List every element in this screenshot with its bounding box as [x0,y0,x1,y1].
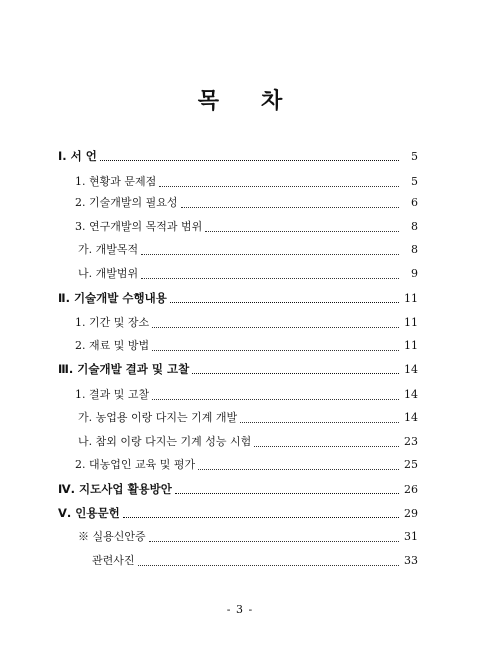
toc-entry-page-number: 31 [404,530,418,543]
toc-entry-label: Ⅰ. 서 언 [58,149,97,163]
toc-entry [58,503,418,523]
toc-entry [75,193,418,213]
toc-entry-label: 관련사진 [92,554,135,567]
dot-leader [138,564,399,566]
toc-entry [75,385,418,405]
toc-entry [78,527,418,547]
dot-leader [100,159,399,161]
toc-entry-page-number: 14 [404,411,418,424]
toc-entry-label: Ⅳ. 지도사업 활용방안 [58,482,172,496]
dot-leader [175,492,399,494]
toc-entry [78,264,418,284]
toc-entry-page-number: 11 [404,292,418,305]
toc-entry [58,359,418,379]
dot-leader [149,540,399,542]
toc-entry [75,313,418,333]
toc-entry-page-number: 11 [404,316,418,329]
toc-entry-page-number: 9 [411,267,418,280]
toc-entry-label: 가. 농업용 이랑 다지는 기계 개발 [78,411,238,424]
toc-entry-page-number: 5 [411,150,418,163]
page-number-footer: - 3 - [226,603,254,616]
toc-entry-page-number: 25 [404,458,418,471]
dot-leader [141,253,399,255]
toc-entry-page-number: 23 [404,435,418,448]
toc-entry [58,479,418,499]
toc-entry-label: 1. 결과 및 고찰 [75,388,150,401]
toc-entry-label: 나. 참외 이랑 다지는 기계 성능 시험 [78,435,252,448]
toc-entry-page-number: 14 [404,363,418,376]
toc-entry-page-number: 6 [411,196,418,209]
toc-entry-page-number: 29 [404,507,418,520]
toc-entry-label: 3. 연구개발의 목적과 범위 [75,220,203,233]
toc-entry-label: 나. 개발범위 [78,267,139,280]
title-part-2: 차 [261,89,283,114]
dot-leader [205,230,399,232]
dot-leader [254,445,399,447]
toc-entry-label: Ⅱ. 기술개발 수행내용 [58,291,167,305]
toc-entry [78,240,418,260]
dot-leader [141,277,399,279]
toc-entry-label: Ⅴ. 인용문헌 [58,506,120,520]
dot-leader [123,516,399,518]
toc-entry-page-number: 5 [411,175,418,188]
toc-entry-label: 1. 기간 및 장소 [75,316,150,329]
toc-entry-page-number: 8 [411,220,418,233]
dot-leader [152,398,399,400]
dot-leader [152,326,399,328]
toc-entry [75,455,418,475]
toc-entry [58,146,418,166]
toc-entry-page-number: 14 [404,388,418,401]
dot-leader [240,421,399,423]
dot-leader [170,301,399,303]
toc-entry-page-number: 26 [404,483,418,496]
toc-entry [78,432,418,452]
toc-entry-label: Ⅲ. 기술개발 결과 및 고찰 [58,362,190,376]
toc-entry [75,217,418,237]
toc-entry-label: ※ 실용신안증 [78,530,146,543]
toc-entry-label: 2. 기술개발의 필요성 [75,196,178,209]
toc-entry-page-number: 33 [404,554,418,567]
toc-entry-page-number: 8 [411,243,418,256]
toc-entry-page-number: 11 [404,339,418,352]
title-part-1: 목 [197,89,219,114]
toc-entry [58,288,418,308]
dot-leader [192,372,399,374]
toc-entry-label: 2. 재료 및 방법 [75,339,150,352]
toc-entry-label: 1. 현황과 문제점 [75,175,157,188]
dot-leader [181,206,400,208]
dot-leader [159,185,399,187]
toc-entry-label: 가. 개발목적 [78,243,139,256]
dot-leader [152,349,399,351]
toc-entry [78,408,418,428]
toc-entry-label: 2. 대농업인 교육 및 평가 [75,458,196,471]
toc-entry [92,551,418,571]
dot-leader [198,468,399,470]
toc-entry [75,172,418,192]
toc-entry [75,336,418,356]
